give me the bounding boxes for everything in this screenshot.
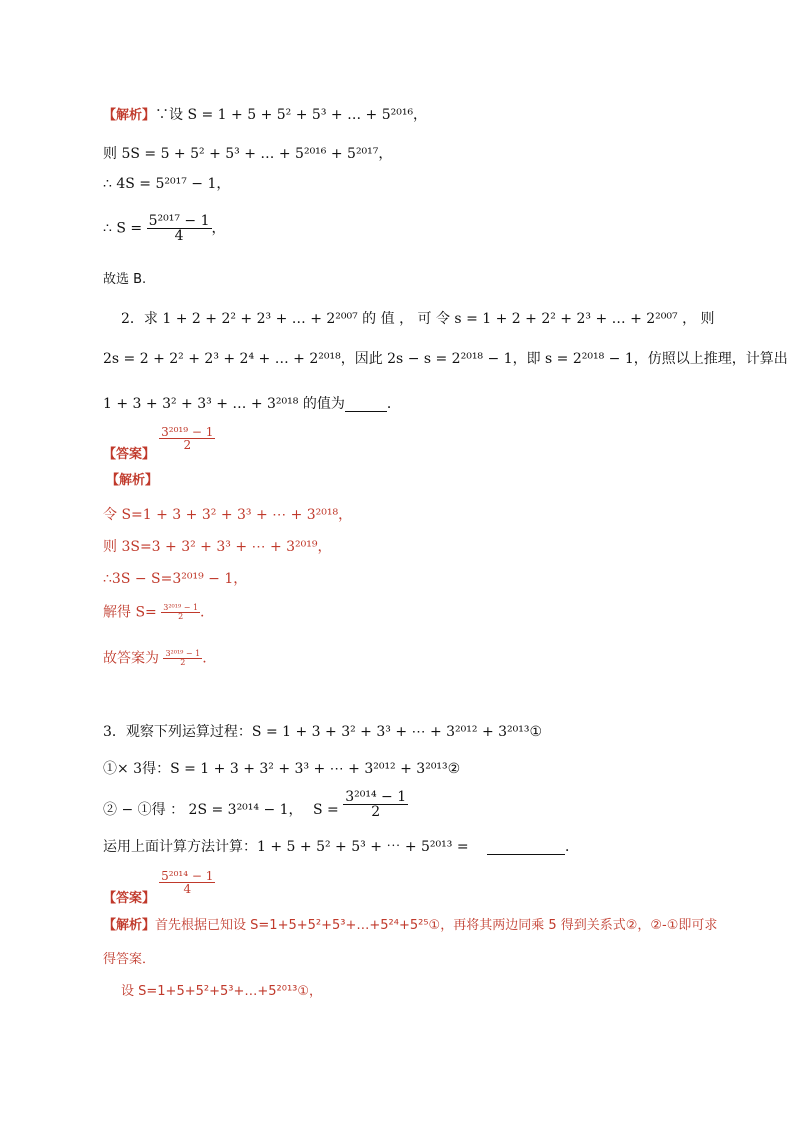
q3-line-4-text: 运用上面计算方法计算：1 + 5 + 5² + 5³ + ⋯ + 5²⁰¹³ = (103, 839, 469, 855)
fraction-numerator: 3²⁰¹⁹ − 1 (163, 603, 199, 612)
q2-line-3 (103, 397, 401, 412)
fraction-denominator: 2 (163, 658, 202, 667)
q2-line-1 (121, 312, 715, 326)
q3-line-3-pre: ② − ①得 ： 2S = 3²⁰¹⁴ − 1， (103, 802, 303, 818)
fraction-numerator: 3²⁰¹⁹ − 1 (161, 425, 214, 439)
q2-analysis-5-post: . (202, 650, 207, 667)
sec1-eq-1: ∵设 S = 1 + 5 + 5² + 5³ + … + 5²⁰¹⁶， (155, 107, 428, 123)
answer-blank (345, 397, 387, 412)
sec1-fraction (147, 214, 212, 243)
fraction-numerator: 3²⁰¹⁴ − 1 (345, 789, 407, 805)
q3-answer-fraction (159, 870, 215, 895)
q3-line-1: 3．观察下列运算过程：S = 1 + 3 + 3² + 3³ + ⋯ + 3²⁰¹² + 3²⁰¹³① (103, 724, 543, 740)
answer-blank (487, 840, 565, 855)
q3-line-3 (103, 790, 408, 819)
answer-tag: 【答案】 (103, 891, 156, 906)
sec1-line-2: 则 5S = 5 + 5² + 5³ + … + 5²⁰¹⁶ + 5²⁰¹⁷， (103, 146, 393, 162)
fraction-numerator: 5²⁰¹⁴ − 1 (161, 869, 214, 883)
analysis-tag: 【解析】 (103, 918, 156, 933)
q2-analysis-1: 令 S=1 + 3 + 3² + 3³ + ⋯ + 3²⁰¹⁸， (103, 507, 353, 523)
q3-analysis-line-2: 得答案． (103, 952, 156, 967)
q3-line-4-end: ． (565, 839, 579, 855)
sec1-eq-4-pre: ∴ S = (103, 220, 143, 237)
q2-analysis-5-pre: 故答案为 (103, 650, 159, 667)
fraction-denominator: 2 (161, 612, 200, 621)
q3-fraction (343, 790, 408, 819)
fraction-denominator: 4 (159, 882, 215, 895)
q3-analysis-line-1 (103, 919, 717, 932)
analysis-tag: 【解析】 (103, 108, 156, 123)
sec1-eq-4-post: ， (211, 220, 226, 237)
fraction-denominator: 4 (147, 228, 212, 243)
q2-text-1: 求 1 + 2 + 2² + 2³ + … + 2²⁰⁰⁷ 的 值 ， 可 令 s = 1 + 2 + 2² + 2³ + … + 2²⁰⁰⁷ ， 则 (143, 311, 715, 327)
q3-analysis-text-1: 首先根据已知设 S=1+5+5²+5³+…+5²⁴+5²⁵①，再将其两边同乘 5 得到关系式②，②-①即可求 (155, 918, 718, 933)
q3-line-3-s: S = (313, 802, 339, 818)
q2-analysis-5 (103, 650, 207, 667)
q2-answer (103, 426, 215, 461)
q2-text-3: 1 + 3 + 3² + 3³ + … + 3²⁰¹⁸ 的值为 (103, 396, 345, 412)
q3-analysis-line-3: 设 S=1+5+5²+5³+…+5²⁰¹³①， (121, 984, 323, 999)
q2-text-3-end: ． (386, 396, 401, 412)
q3-line-4 (103, 840, 579, 855)
sec1-line-5: 故选 B. (103, 272, 147, 287)
sec1-line-1 (103, 108, 427, 122)
fraction-numerator: 5²⁰¹⁷ − 1 (148, 213, 210, 229)
q2-analysis-tag: 【解析】 (106, 473, 159, 488)
sec1-line-3: ∴ 4S = 5²⁰¹⁷ − 1， (103, 176, 231, 192)
q2-line-2: 2s = 2 + 2² + 2³ + 2⁴ + … + 2²⁰¹⁸，因此 2s − s = 2²⁰¹⁸ − 1，即 s = 2²⁰¹⁸ − 1，仿照以上推理，计算出 (103, 351, 788, 367)
q2-number: 2． (121, 311, 144, 327)
fraction-denominator: 2 (159, 438, 215, 451)
q2-answer-fraction (159, 426, 215, 451)
q2-analysis-4-post: . (200, 604, 205, 621)
q2-analysis-3: ∴3S − S=3²⁰¹⁹ − 1， (103, 571, 248, 587)
q2-analysis-4-pre: 解得 S= (103, 604, 157, 621)
q2-analysis-4 (103, 604, 204, 621)
q2-analysis-4-fraction (161, 604, 200, 621)
q3-answer (103, 870, 215, 905)
q2-analysis-5-fraction (163, 650, 202, 667)
fraction-numerator: 3²⁰¹⁹ − 1 (165, 649, 201, 658)
sec1-line-4 (103, 214, 226, 243)
fraction-denominator: 2 (343, 804, 408, 819)
q2-analysis-2: 则 3S=3 + 3² + 3³ + ⋯ + 3²⁰¹⁹， (103, 539, 332, 555)
answer-tag: 【答案】 (103, 447, 156, 462)
q3-line-2: ①× 3得：S = 1 + 3 + 3² + 3³ + ⋯ + 3²⁰¹² + 3²⁰¹³② (103, 761, 461, 777)
